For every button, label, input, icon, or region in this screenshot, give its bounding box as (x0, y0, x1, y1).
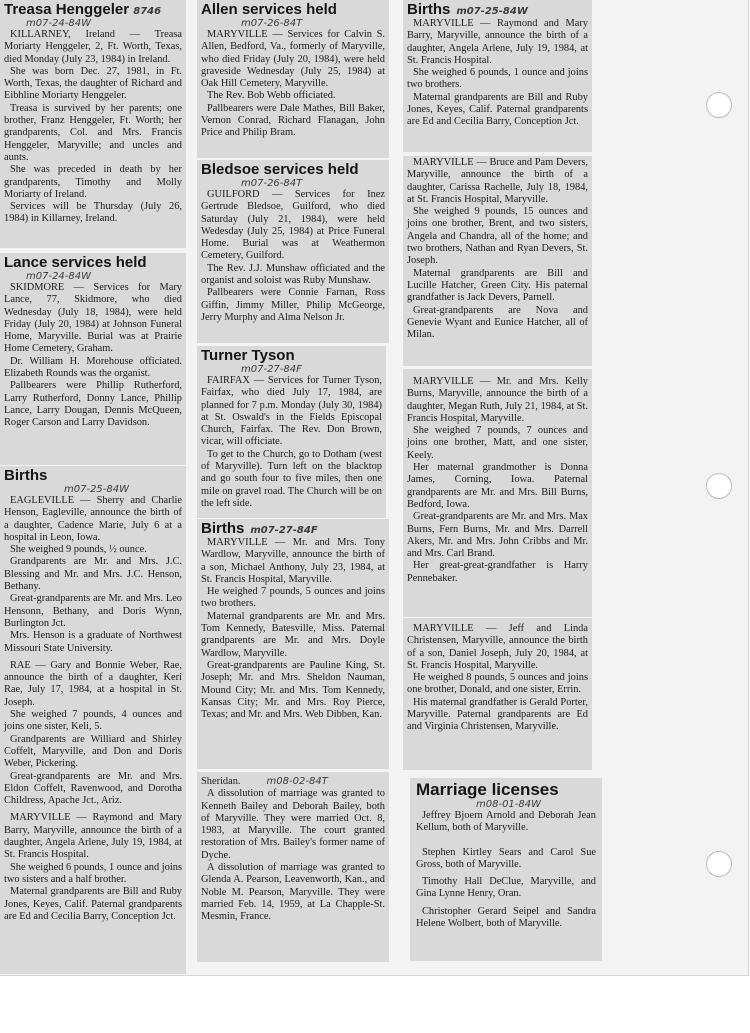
paragraph: SKIDMORE — Services for Mary Lance, 77, Skidmore, who died Wednesday (July 18, 1984), were held Friday (July 20, 1984) at Johnson Funeral Home, Maryville. Burial was at Prairie Home Cemetery, Graham. (4, 282, 182, 355)
paragraph: Great-grandparents are Mr. and Mrs. Eldon Coffelt, Ravenwood, and Dorotha Childress, Apache Jct., Ariz. (4, 770, 182, 807)
paragraph: She was born Dec. 27, 1981, in Ft. Worth, Texas, the daughter of Richard and Eibhline Moriarty Henggeler. (4, 65, 182, 102)
paragraph: She weighed 9 pounds, ½ ounce. (10, 544, 147, 556)
paragraph: She weighed 7 pounds, 4 ounces and joins one sister, Keli, 5. (4, 709, 182, 733)
paragraph: Dr. William H. Morehouse officiated. Elizabeth Rounds was the organist. (4, 355, 182, 380)
paragraph: She weighed 6 pounds, 1 ounce and joins two sisters and a half brother. (4, 861, 182, 885)
clipping-births-christensen (403, 618, 592, 770)
clipping-body (407, 376, 588, 585)
clipping-headline: Lance services held (4, 254, 147, 271)
paragraph: MARYVILLE — Bruce and Pam Devers, Maryville, announce the birth of a daughter, Carissa Rachelle, July 18, 1984, at St. Francis Hospital, Maryville. (407, 157, 588, 205)
paragraph: MARYVILLE — Jeff and Linda Christensen, Maryville, announce the birth of a son, Daniel Joseph, July 20, 1984, at St. Francis Hospital, Maryville. (407, 623, 588, 671)
clipping-body (201, 375, 382, 510)
paragraph: Great-grandparents are Mr. and Mrs. Max Burns, Fern Burns, Mr. and Mrs. Darrell Akers, Mr. and Mrs. John Cribbs and Mr. and Mrs. Carl Brand. (407, 511, 588, 560)
paragraph: Her maternal grandmother is Donna James, Corning, Iowa. Paternal grandparents are Mr. and Mrs. Bill Burns, Bedford, Iowa. (407, 462, 588, 510)
clipping-body (407, 18, 588, 129)
binder-hole (706, 92, 732, 118)
clipping-headline: Births (4, 467, 48, 484)
clipping-marriage-licenses (410, 778, 602, 961)
paragraph: Great-grandparents are Pauline King, St. Joseph; Mr. and Mrs. Sheldon Nauman, Mound City; Mr. and Mrs. Tom Kennedy, Kansas City; Mr. and Mrs. Roy Pierce, Texas; and Mr. and Mrs. Web Dibben, Kan. (201, 659, 385, 721)
handwritten-date-note: m07-24-84W (26, 18, 92, 29)
paragraph: The Rev. Bob Webb officiated. (207, 90, 336, 102)
paragraph: Maternal grandparents are Mr. and Mrs. Tom Kennedy, Batesville, Miss. Paternal grandparents are Mr. and Mrs. Doyle Wardlow, Maryville. (201, 610, 385, 659)
clipping-body (201, 776, 385, 924)
clipping-body (201, 537, 385, 721)
paragraph: MARYVILLE — Raymond and Mary Barry, Maryville, announce the birth of a daughter, Angela Arlene, July 19, 1984, at St. Francis Hospital. (407, 18, 588, 66)
clipping-births-burns (403, 369, 592, 617)
handwritten-margin-note: 8746 (133, 6, 162, 17)
handwritten-date-note: m07-27-84F (250, 525, 318, 536)
paragraph: Mrs. Henson is a graduate of Northwest Missouri State University. (4, 630, 182, 654)
paragraph: A dissolution of marriage was granted to Glenda A. Pearson, Leavenworth, Kan., and Noble M. Pearson, Maryville. They were married Feb. 14, 1959, at La Chapple-St. Mesmin, France. (201, 862, 385, 923)
clipping-henggeler-obituary (0, 0, 186, 248)
paragraph: He weighed 7 pounds, 5 ounces and joins two brothers. (201, 586, 385, 610)
paragraph: Christopher Gerard Seipel and Sandra Helene Wolbert, both of Maryville. (416, 905, 596, 930)
paragraph: Services will be Thursday (July 26, 1984) in Killarney, Ireland. (4, 201, 182, 225)
clipping-bledsoe-services (197, 160, 389, 343)
clipping-headline: Treasa Henggeler 8746 (4, 1, 162, 18)
paragraph: Pallbearers were Connie Farnan, Ross Giffin, Jimmy Miller, Philip McGeorge, Jerry Murphy and Alma Nelson Jr. (201, 287, 385, 323)
paragraph: His maternal grandfather is Gerald Porter, Maryville. Paternal grandparents are Ed and Virginia Christensen, Maryville. (407, 696, 588, 733)
clipping-births-barry (403, 0, 592, 152)
paragraph: A dissolution of marriage was granted to Kenneth Bailey and Deborah Bailey, both of Maryville. They were married Oct. 8, 1983, at Maryville. The court granted restoration of Mrs. Bailey's former name of Dyche. (201, 788, 385, 861)
paragraph: The Rev. J.J. Munshaw officiated and the organist and soloist was Ruby Munshaw. (201, 262, 385, 287)
paragraph: Maternal grandparents are Bill and Lucille Hatcher, Green City. His paternal grandfather is Jack Devers, Parnell. (407, 267, 588, 304)
handwritten-date-note: m07-26-84T (241, 178, 303, 189)
clipping-body (4, 495, 182, 923)
clipping-headline: Marriage licenses (416, 780, 559, 799)
paragraph: She weighed 9 pounds, 15 ounces and joins one brother, Brent, and two sisters, Angela and Chandra, all of the home; and two brothers, Nathan and Ryan Devers, St. Joseph. (407, 206, 588, 267)
clipping-headline: Bledsoe services held (201, 161, 359, 178)
paragraph: Pallbearers were Dale Mathes, Bill Baker, Vernon Conrad, Richard Flanagan, John Price and Philip Bram. (201, 102, 385, 139)
paragraph: She weighed 7 pounds, 7 ounces and joins one brother, Matt, and one sister, Keely. (407, 425, 588, 461)
paragraph: To get to the Church, go to Dotham (west of Maryville). Turn left on the blacktop and go south four to five miles, then one mile on gravel road. The Church will be on the left side. (201, 448, 382, 509)
clipping-births-wardlow (197, 519, 389, 769)
clipping-lead: Sheridan. m08-02-84T (201, 776, 328, 787)
handwritten-date-note: m07-25-84W (64, 484, 130, 495)
binder-hole (706, 851, 732, 877)
paragraph: GUILFORD — Services for Inez Gertrude Bledsoe, Guilford, who died Saturday (July 21, 1984), were held Wedesday (July 25, 1984) at Price Funeral Home. Burial was at Weathermon Cemetery, Guilford. (201, 189, 385, 262)
paragraph: MARYVILLE — Mr. and Mrs. Kelly Burns, Maryville, announce the birth of a daughter, Megan Ruth, July 21, 1984, at St. Francis Hospital, Maryville. (407, 376, 588, 424)
paragraph: Treasa is survived by her parents; one brother, Franz Henggeler, Ft. Worth; her grandparents, Col. and Mrs. Francis Henggeler, Maryville; and uncles and aunts. (4, 102, 182, 163)
binder-hole (706, 473, 732, 499)
paragraph: Jeffrey Bjoern Arnold and Deborah Jean Kellum, both of Maryville. (416, 810, 596, 834)
clipping-births-col1 (0, 466, 186, 974)
clipping-headline: Births m07-25-84W (407, 1, 528, 18)
paragraph: She was preceded in death by her grandparents, Timothy and Molly Moriarty of Ireland. (4, 164, 182, 200)
handwritten-date-note: m07-26-84T (241, 18, 303, 29)
paragraph: FAIRFAX — Services for Turner Tyson, Fairfax, who died July 17, 1984, are planned for 7 p.m. Monday (July 30, 1984) at St. Oswald's in the Fields Episcopal Church, Fairfax. The Rev. Don Brown, vicar, will officiate. (201, 375, 382, 448)
clipping-turner-tyson (197, 346, 386, 518)
paragraph: Timothy Hall DeClue, Maryville, and Gina Lynne Henry, Oran. (416, 876, 596, 900)
clipping-body (407, 157, 588, 341)
clipping-body (201, 29, 385, 140)
paragraph: She weighed 6 pounds, 1 ounce and joins two brothers. (407, 67, 588, 91)
handwritten-date-note: m07-25-84W (456, 6, 528, 17)
clipping-body (416, 810, 596, 930)
paragraph: Maternal grandparents are Bill and Ruby Jones, Keyes, Calif. Paternal grandparents are Ed and Cecilia Barry, Conception Jct. (407, 91, 588, 128)
paragraph: Stephen Kirtley Sears and Carol Sue Gross, both of Maryville. (416, 846, 596, 870)
clipping-body (201, 189, 385, 324)
paragraph: KILLARNEY, Ireland — Treasa Moriarty Henggeler, 2, Ft. Worth, Texas, died Monday (July 23, 1984) in Ireland. (4, 29, 182, 65)
paragraph: MARYVILLE — Raymond and Mary Barry, Maryville, announce the birth of a daughter, Angela Arlene, July 19, 1984, at St. Francis Hospital. (4, 812, 182, 861)
clipping-body (4, 29, 182, 226)
paragraph: EAGLEVILLE — Sherry and Charlie Henson, Eagleville, announce the birth of a daughter, Cadence Marie, July 6 at a hospital in Leon, Iowa. (4, 495, 182, 543)
paragraph: MARYVILLE — Mr. and Mrs. Tony Wardlow, Maryville, announce the birth of a son, Michael Anthony, July 23, 1984, at St. Francis Hospital, Maryville. (201, 537, 385, 585)
handwritten-date-note: m07-24-84W (26, 271, 92, 282)
clipping-headline: Turner Tyson (201, 347, 295, 364)
clipping-body (407, 623, 588, 734)
handwritten-date-note: m07-27-84F (241, 364, 302, 375)
paragraph: Pallbearers were Phillip Rutherford, Larry Rutherford, Donny Lance, Phillip Lance, Larry Dougan, Dennis McQueen, Roger Carson and Larry Davidson. (4, 380, 182, 429)
paragraph: Her great-great-grandfather is Harry Pennebaker. (407, 560, 588, 584)
handwritten-date-note: m08-02-84T (266, 776, 328, 787)
paragraph: Great-grandparents are Nova and Genevie Wyant and Eunice Hatcher, all of Milan. (407, 304, 588, 341)
clipping-allen-services (197, 0, 389, 158)
handwritten-date-note: m08-01-84W (476, 799, 542, 810)
paragraph: Maternal grandparents are Bill and Ruby Jones, Keyes, Calif. Paternal grandparents are Ed and Cecilia Barry, Conception Jct. (4, 886, 182, 922)
paragraph: Grandparents are Williard and Shirley Coffelt, Maryville, and Don and Doris Weber, Pickering. (4, 733, 182, 770)
clipping-dissolutions (197, 772, 389, 962)
paragraph: MARYVILLE — Services for Calvin S. Allen, Bedford, Va., formerly of Maryville, who died Friday (July 20, 1984), were held graveside Wednesday (July 25, 1984) at Oak Hill Cemetery, Maryville. (201, 29, 385, 90)
clipping-body (4, 282, 182, 430)
paragraph: Great-grandparents are Mr. and Mrs. Leo Hensonn, Bethany, and Doris Wynn, Burlington Jct. (4, 593, 182, 629)
paragraph: Grandparents are Mr. and Mrs. J.C. Blessing and Mr. and Mrs. J.C. Henson, Bethany. (4, 556, 182, 593)
paragraph: He weighed 8 pounds, 5 ounces and joins one brother, Donald, and one sister, Errin. (407, 672, 588, 696)
clipping-headline: Allen services held (201, 1, 337, 18)
clipping-lance-services (0, 253, 186, 465)
paragraph: RAE — Gary and Bonnie Weber, Rae, announce the birth of a daughter, Keri Rae, July 17, 1984, at a hospital in St. Joseph. (4, 659, 182, 708)
clipping-births-devers (403, 156, 592, 366)
clipping-headline: Births m07-27-84F (201, 520, 318, 537)
